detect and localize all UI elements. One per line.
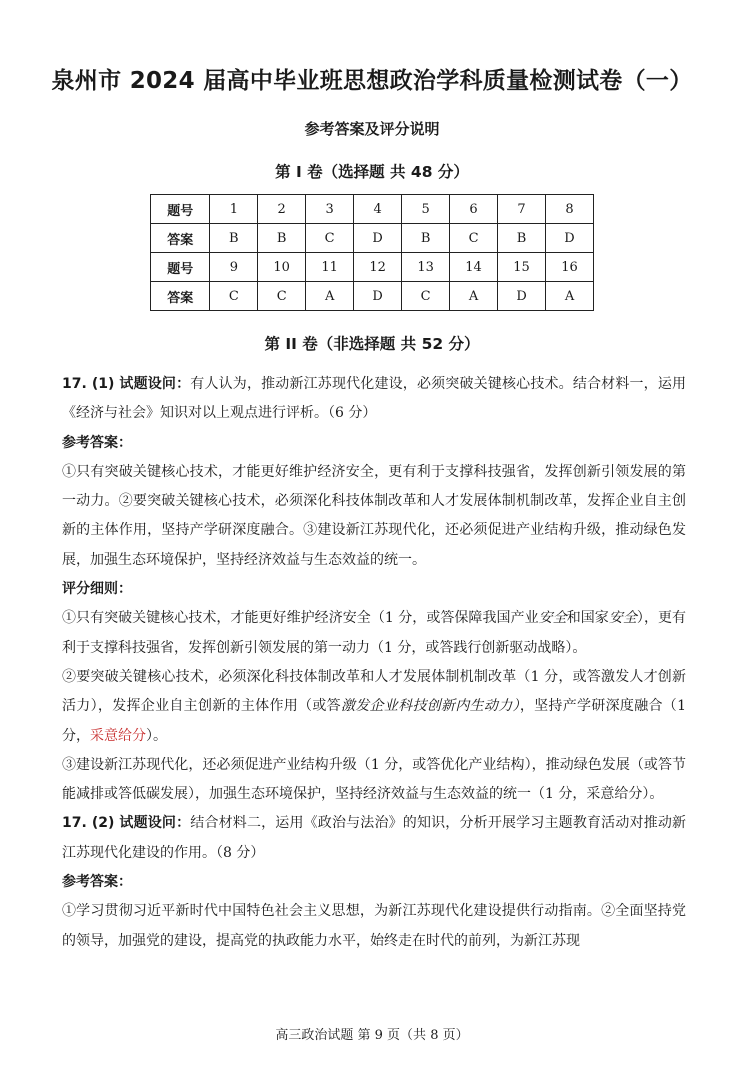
table-cell: 12 <box>354 253 402 282</box>
table-cell: A <box>546 282 594 311</box>
document-subtitle: 参考答案及评分说明 <box>304 120 440 138</box>
q17-2-question <box>62 809 686 868</box>
table-cell: C <box>402 282 450 311</box>
table-cell: C <box>450 224 498 253</box>
table-cell: A <box>450 282 498 311</box>
table-cell: 15 <box>498 253 546 282</box>
table-cell: 8 <box>546 195 594 224</box>
table-cell: 5 <box>402 195 450 224</box>
table-cell: 6 <box>450 195 498 224</box>
scoring-italic-text: 安全 <box>538 610 567 627</box>
table-cell: D <box>546 224 594 253</box>
table-cell: B <box>402 224 450 253</box>
table-cell: B <box>210 224 258 253</box>
table-cell: C <box>210 282 258 311</box>
table-row-header: 答案 <box>151 224 210 253</box>
table-cell: B <box>498 224 546 253</box>
q17-1-scoring-item-2 <box>62 663 686 751</box>
table-cell: D <box>498 282 546 311</box>
table-row-header: 答案 <box>151 282 210 311</box>
table-cell: 1 <box>210 195 258 224</box>
q17-2-answer-label: 参考答案： <box>62 874 132 891</box>
table-cell: 4 <box>354 195 402 224</box>
table-cell: D <box>354 282 402 311</box>
q17-2-text: 结合材料二，运用《政治与法治》的知识，分析开展学习主题教育活动对推动新江苏现代化建设的作用。（8 分） <box>62 815 687 861</box>
table-row-header: 题号 <box>151 195 210 224</box>
table-row <box>151 282 594 311</box>
scoring-italic-text: 激发企业科技创新内生动力） <box>340 698 520 715</box>
table-row <box>151 195 594 224</box>
table-cell: 3 <box>306 195 354 224</box>
q17-1-scoring-item-1 <box>62 604 686 663</box>
scoring-text: ，坚持产学研深度融合（1 分， <box>62 698 687 744</box>
q17-1-answer-label: 参考答案： <box>62 434 132 451</box>
q17-1-text: 有人认为，推动新江苏现代化建设，必须突破关键核心技术。结合材料一，运用《经济与社会》知识对以上观点进行评析。（6 分） <box>62 376 687 422</box>
table-row <box>151 224 594 253</box>
page-footer: 高三政治试题 第 9 页（共 8 页） <box>275 1028 469 1043</box>
answer-content <box>62 370 686 956</box>
scoring-text: ②要突破关键核心技术，必须深化科技体制改革和人才发展体制机制改革（1 分，或答激发人才创新活力），发挥企业自主创新的主体作用（或答 <box>62 668 686 715</box>
table-cell: C <box>306 224 354 253</box>
scoring-text: ），更有利于支撑科技强省，发挥创新引领发展的第一动力（1 分，或答践行创新驱动战略）。 <box>62 610 687 656</box>
part2-heading: 第 II 卷（非选择题 共 52 分） <box>264 335 480 353</box>
table-cell: B <box>258 224 306 253</box>
q17-1-answer: ①只有突破关键核心技术，才能更好维护经济安全，更有利于支撑科技强省，发挥创新引领发展的第一动力。②要突破关键核心技术，必须深化科技体制改革和人才发展体制机制改革，发挥企业自主创新的主体作用，坚持产学研深度融合。③建设新江苏现代化，还必须促进产业结构升级，推动绿色发展，加强生态环境保护，坚持经济效益与生态效益的统一。 <box>62 463 686 568</box>
q17-1-label: 17. (1) 试题设问： <box>62 376 191 392</box>
scoring-text: ）。 <box>146 727 167 744</box>
scoring-italic-text: 安全 <box>608 610 637 627</box>
scoring-text: 和国家 <box>566 610 609 627</box>
q17-2-answer: ①学习贯彻习近平新时代中国特色社会主义思想，为新江苏现代化建设提供行动指南。②全面坚持党的领导，加强党的建设，提高党的执政能力水平，始终走在时代的前列，为新江苏现 <box>62 903 686 949</box>
scoring-text: ①只有突破关键核心技术，才能更好维护经济安全（1 分，或答保障我国产业 <box>62 610 539 627</box>
table-row-header: 题号 <box>151 253 210 282</box>
table-cell: 9 <box>210 253 258 282</box>
q17-2-label: 17. (2) 试题设问： <box>62 815 191 832</box>
table-cell: D <box>354 224 402 253</box>
part1-heading: 第 I 卷（选择题 共 48 分） <box>275 163 469 181</box>
q17-1-question <box>62 370 686 429</box>
table-cell: 10 <box>258 253 306 282</box>
table-cell: 2 <box>258 195 306 224</box>
table-cell: 16 <box>546 253 594 282</box>
q17-1-scoring-label: 评分细则： <box>62 581 132 598</box>
table-row <box>151 253 594 282</box>
scoring-red-text: 采意给分 <box>90 727 146 744</box>
q17-1-scoring-item-3: ③建设新江苏现代化，还必须促进产业结构升级（1 分，或答优化产业结构），推动绿色发展（或答节能减排或答低碳发展），加强生态环境保护，坚持经济效益与生态效益的统一（1 分，采意给分）。 <box>62 756 686 803</box>
document-title: 泉州市 2024 届高中毕业班思想政治学科质量检测试卷（一） <box>51 68 693 94</box>
table-cell: 14 <box>450 253 498 282</box>
table-cell: 7 <box>498 195 546 224</box>
answer-table <box>150 194 594 311</box>
table-cell: A <box>306 282 354 311</box>
table-cell: 13 <box>402 253 450 282</box>
table-cell: 11 <box>306 253 354 282</box>
table-cell: C <box>258 282 306 311</box>
